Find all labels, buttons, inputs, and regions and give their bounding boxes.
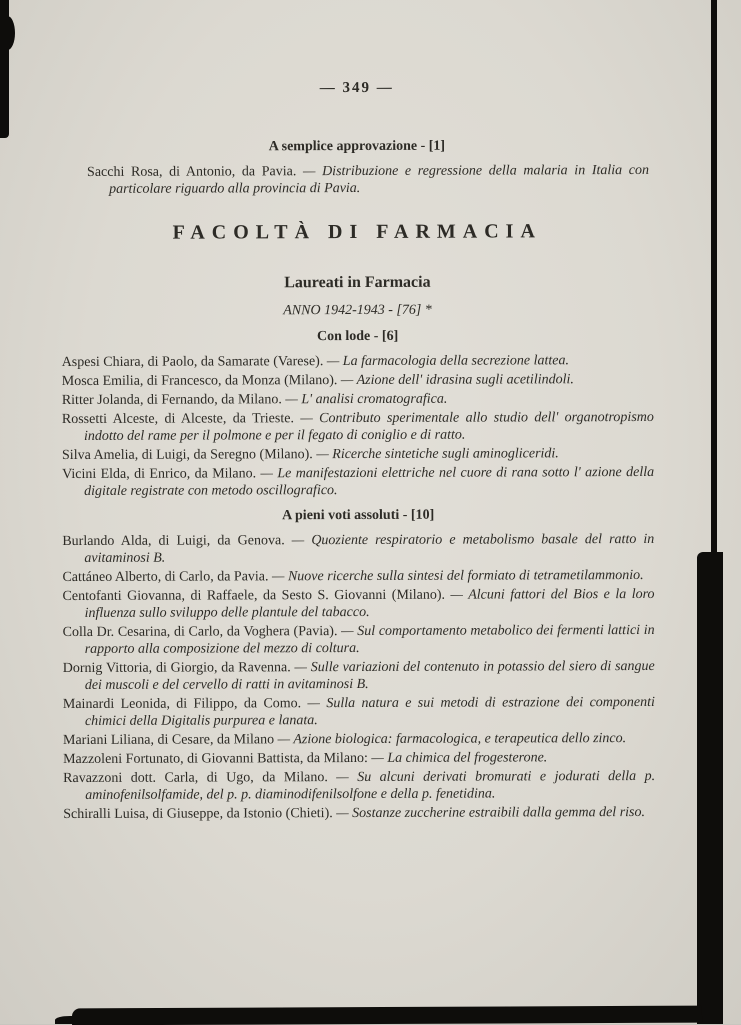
graduate-entry: [62, 390, 654, 409]
graduate-name: Vicini Elda, di Enrico, da Milano.: [62, 466, 261, 483]
thesis-title: — Le manifestazioni elettriche nel cuore di rana sotto l' azione della digitale registrate con metodo oscillografico.: [84, 464, 655, 499]
graduate-name: Sacchi Rosa, di Antonio, da Pavia.: [86, 164, 304, 180]
thesis-title: — L' analisi cromatografica.: [285, 391, 448, 408]
graduate-entry: [62, 445, 654, 464]
thesis-title: — Ricerche sintetiche sugli aminogliceridi.: [316, 446, 559, 463]
graduate-name: Rossetti Alceste, di Alceste, da Trieste.: [61, 411, 301, 428]
scan-artifact-right-edge: [697, 552, 723, 1024]
graduate-entry: [62, 371, 654, 390]
approvazione-entries: [61, 162, 653, 198]
thesis-title: — Nuove ricerche sulla sintesi del formiato di tetrametilammonio.: [271, 568, 644, 585]
graduate-name: Cattáneo Alberto, di Carlo, da Pavia.: [62, 569, 273, 586]
pieni-voti-entries: [62, 531, 655, 823]
graduate-entry: [62, 352, 654, 371]
thesis-title: — Su alcuni derivati bromurati e jodurati della p. aminofenilsolfamide, del p. p. diaminodifenilsolfone e della p. fenetidina.: [85, 768, 656, 803]
section-heading-con-lode: Con lode - [6]: [316, 328, 399, 345]
page-content: [61, 79, 656, 825]
thesis-title: — Sostanze zuccherine estraibili dalla gemma del riso.: [336, 805, 646, 822]
graduate-name: Mazzoleni Fortunato, di Giovanni Battista, da Milano:: [63, 750, 372, 768]
section-heading-approvazione: A semplice approvazione - [1]: [268, 138, 446, 155]
con-lode-entries: [62, 352, 655, 500]
graduate-entry: [62, 531, 654, 567]
graduate-name: Ravazzoni dott. Carla, di Ugo, da Milano.: [63, 770, 337, 787]
thesis-title: — La chimica del frogesterone.: [371, 750, 548, 766]
graduate-entry: [63, 804, 655, 823]
thesis-title: — Azione dell' idrasina sugli acetilindoli.: [340, 372, 574, 389]
graduate-entry: [63, 622, 655, 658]
graduate-entry: [62, 567, 654, 586]
graduate-entry: [63, 658, 655, 694]
graduate-name: Aspesi Chiara, di Paolo, da Samarate (Varese).: [61, 354, 327, 371]
graduate-name: Schiralli Luisa, di Giuseppe, da Istonio (Chieti).: [63, 806, 337, 823]
graduate-name: Burlando Alda, di Luigi, da Genova.: [62, 533, 292, 550]
scan-artifact-bottom-left-mark: [55, 1016, 85, 1024]
page-number: — 349 —: [319, 79, 394, 97]
scan-artifact-right-thin-edge: [711, 0, 717, 568]
thesis-title: — Distribuzione e regressione della malaria in Italia con particolare riguardo alla provincia di Pavia.: [109, 162, 650, 197]
graduate-entry: [62, 464, 654, 500]
graduate-name: Centofanti Giovanna, di Raffaele, da Sesto S. Giovanni (Milano).: [62, 587, 451, 605]
thesis-title: — Contributo sperimentale allo studio dell' organotropismo indotto del rame per il polmone e per il fegato di coniglio e di ratto.: [83, 409, 654, 444]
thesis-title: — Sulle variazioni del contenuto in potassio del siero di sangue dei muscoli e del cervello di ratti in avitaminosi B.: [84, 658, 655, 693]
scan-artifact-left-mark: [0, 16, 15, 50]
graduate-entry: [63, 694, 655, 730]
thesis-title: — Sul comportamento metabolico dei fermenti lattici in rapporto alla composizione del mezzo di coltura.: [84, 622, 655, 657]
graduate-name: Silva Amelia, di Luigi, da Seregno (Milano).: [61, 447, 317, 464]
thesis-title: — Quoziente respiratorio e metabolismo basale del ratto in avitaminosi B.: [84, 531, 655, 566]
graduate-name: Ritter Jolanda, di Fernando, da Milano.: [61, 392, 286, 409]
graduate-entry: [62, 409, 654, 445]
graduate-name: Dornig Vittoria, di Giorgio, da Ravenna.: [62, 660, 295, 677]
thesis-title: — Sulla natura e sui metodi di estrazione dei componenti chimici della Digitalis purpurea e lanata.: [84, 694, 655, 729]
thesis-title: — Alcuni fattori del Bios e la loro influenza sullo sviluppo delle plantule del tabacco.: [84, 586, 655, 621]
graduate-entry: [63, 749, 655, 768]
graduate-entry: [62, 586, 654, 622]
laureati-subheading: Laureati in Farmacia: [284, 273, 431, 292]
faculty-heading: FACOLTÀ DI FARMACIA: [172, 220, 542, 244]
thesis-title: — Azione biologica: farmacologica, e terapeutica dello zinco.: [277, 731, 627, 748]
graduate-name: Mariani Liliana, di Cesare, da Milano: [62, 732, 278, 749]
graduate-name: Mainardi Leonida, di Filippo, da Como.: [62, 696, 308, 713]
graduate-entry: [63, 768, 655, 804]
thesis-title: — La farmacologia della secrezione lattea.: [326, 353, 569, 370]
scan-artifact-bottom-edge: [72, 1006, 702, 1025]
graduate-entry: [87, 162, 649, 198]
graduate-name: Colla Dr. Cesarina, di Carlo, da Voghera (Pavia).: [62, 624, 342, 641]
section-heading-pieni-voti: A pieni voti assoluti - [10]: [282, 507, 435, 524]
graduate-name: Mosca Emilia, di Francesco, da Monza (Milano).: [61, 373, 341, 390]
year-line: ANNO 1942-1943 - [76] *: [283, 302, 432, 319]
graduate-entry: [63, 730, 655, 749]
